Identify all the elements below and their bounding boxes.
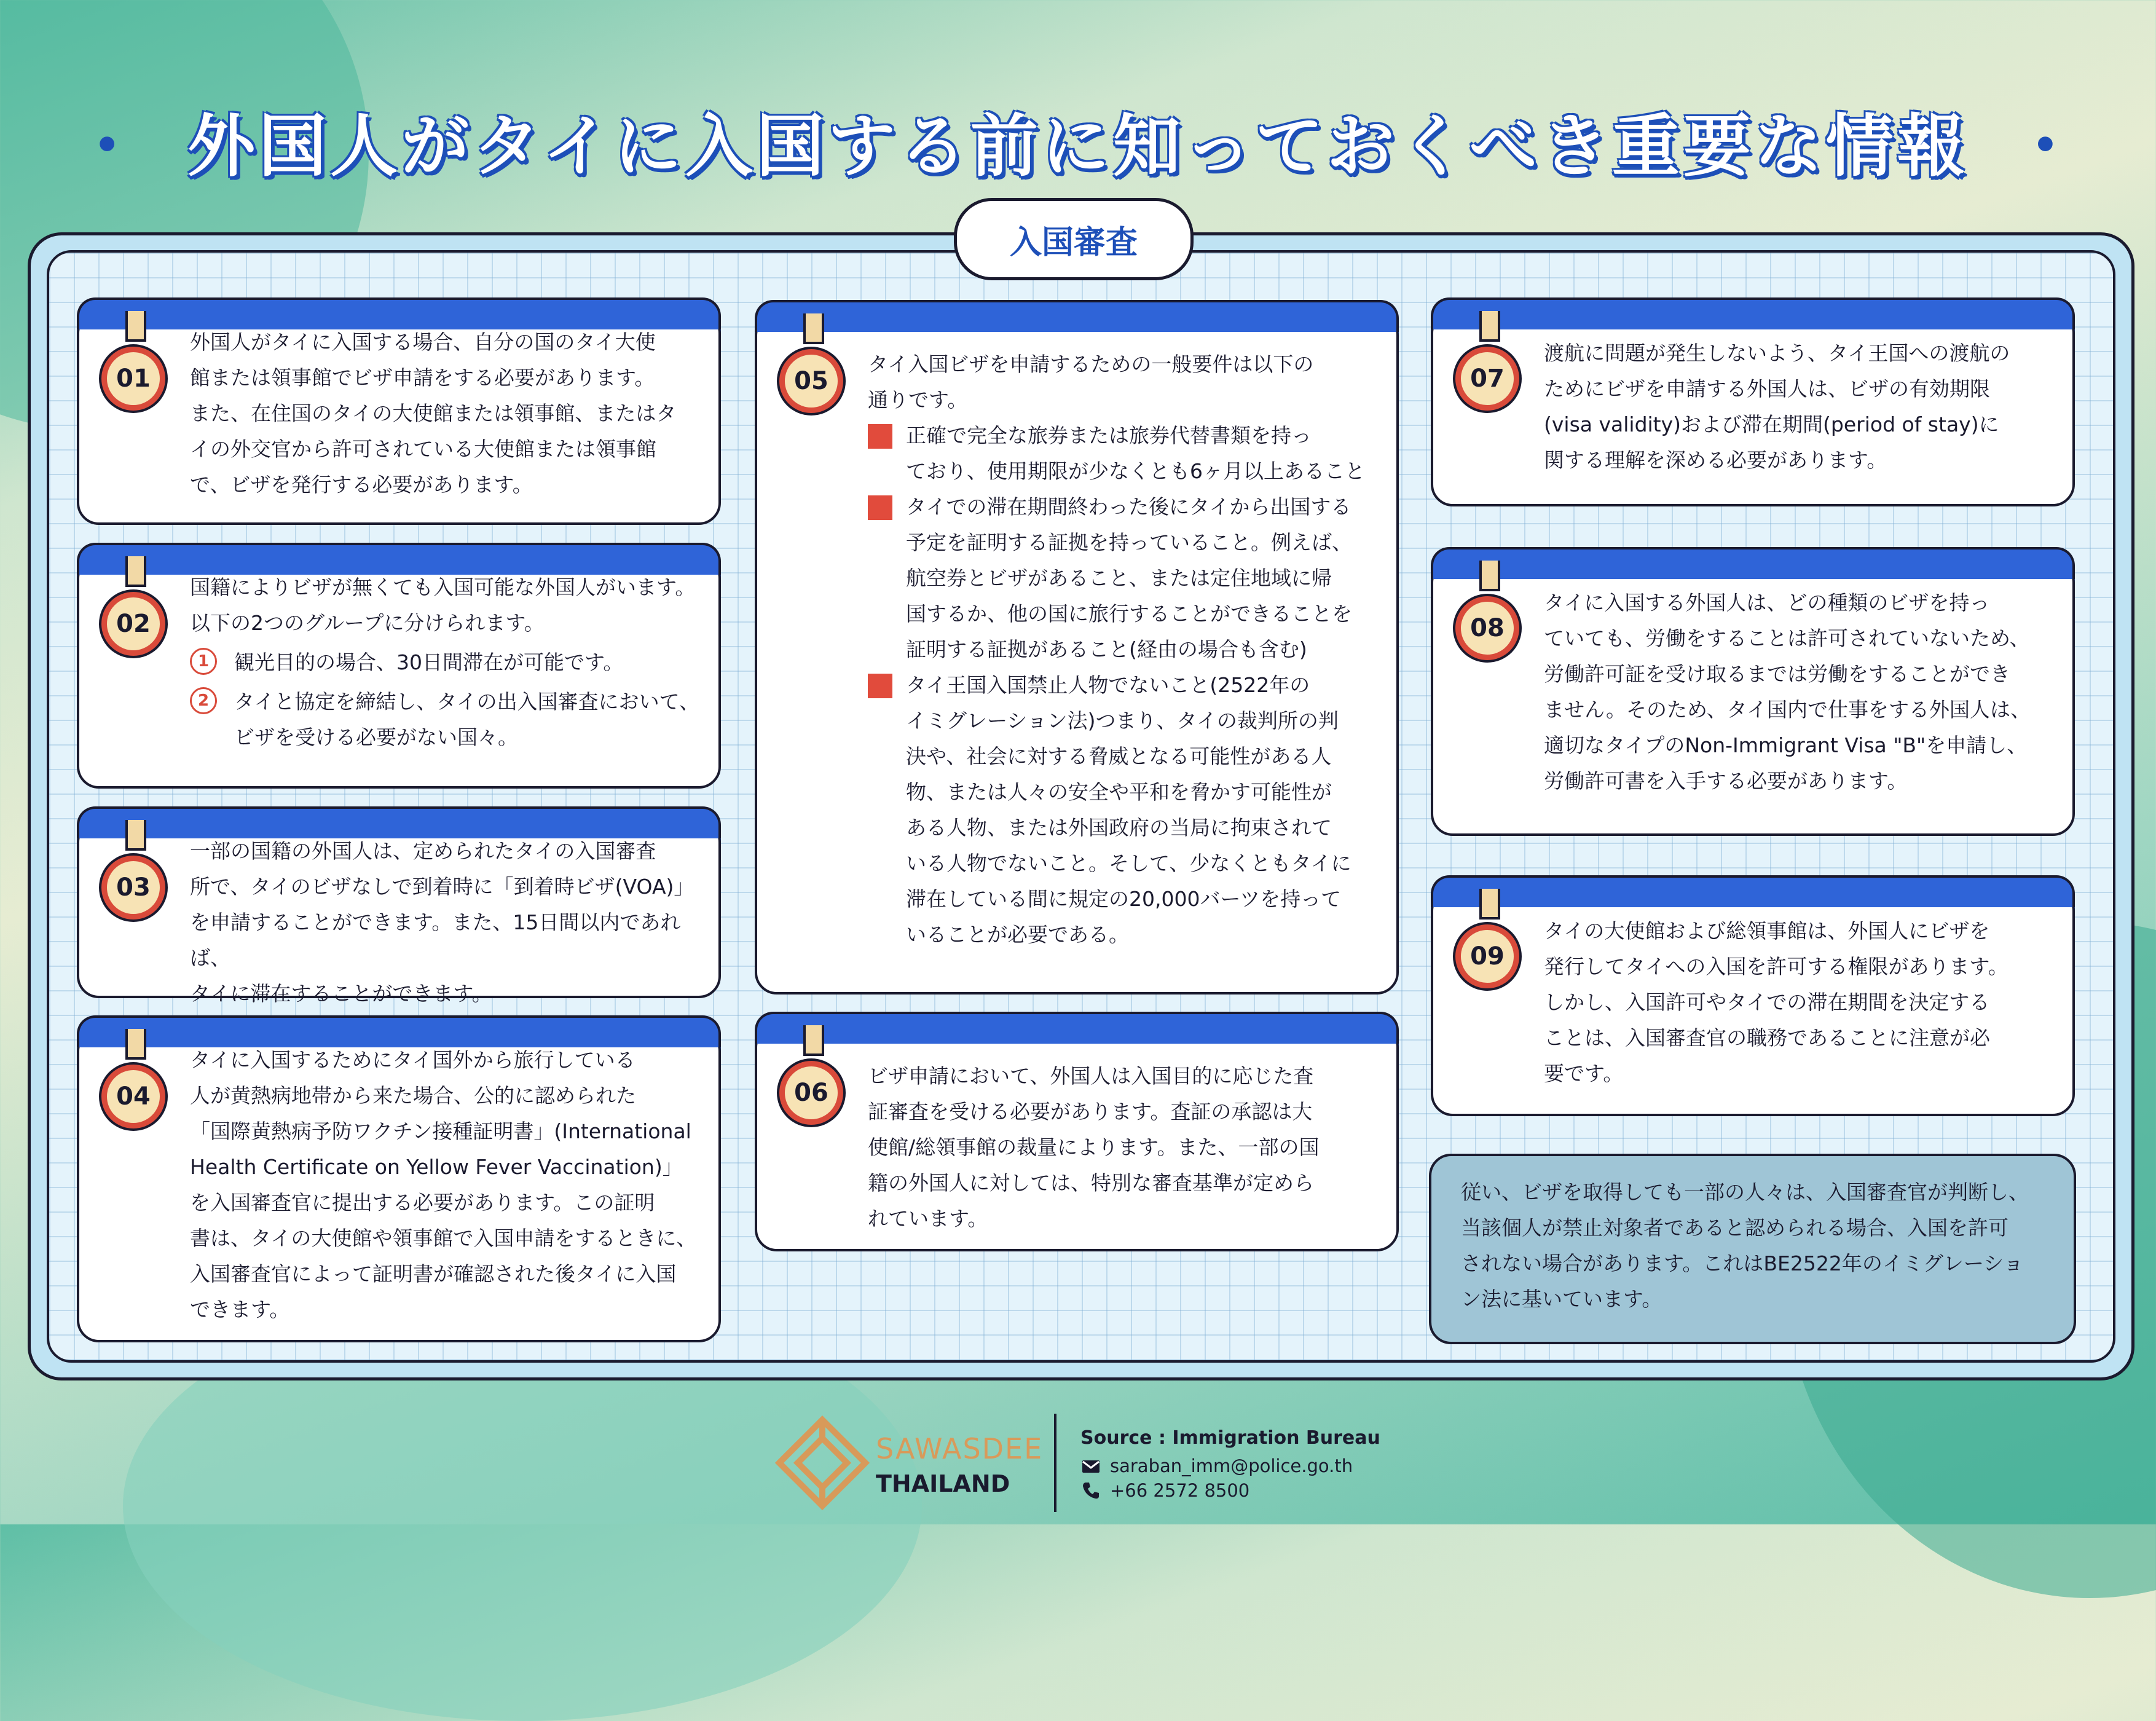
bullet-text-line: ており、使用期限が少なくとも6ヶ月以上あること bbox=[906, 459, 1365, 483]
card-body bbox=[190, 833, 705, 1012]
badge-ribbon bbox=[125, 556, 146, 587]
bullet-text-line: イミグレーション法)つまり、タイの裁判所の判 bbox=[906, 709, 1339, 733]
info-card-01 bbox=[77, 311, 721, 525]
card-number-badge: 06 bbox=[779, 1061, 843, 1125]
bullet-text-line: 予定を証明する証拠を持っていること。例えば、 bbox=[906, 530, 1352, 554]
card-text-line: で、ビザを発行する必要があります。 bbox=[190, 473, 533, 497]
numbered-item bbox=[190, 684, 705, 755]
badge-ribbon bbox=[125, 820, 146, 851]
card-body bbox=[190, 570, 705, 755]
bullet-text-line: 物、または人々の安全や平和を脅かす可能性が bbox=[906, 780, 1332, 804]
item-text-line: タイと協定を締結し、タイの出入国審査において、 bbox=[234, 690, 700, 714]
card-text-line: タイに入国するためにタイ国外から旅行している bbox=[190, 1048, 635, 1072]
legal-note-text bbox=[1461, 1175, 2049, 1317]
bullet-text-line: 証明する証拠があること(経由の場合も含む) bbox=[906, 637, 1307, 661]
email-text: saraban_imm@police.go.th bbox=[1110, 1455, 1353, 1476]
requirement-bullet bbox=[868, 668, 1383, 953]
card-text-line: ためにビザを申請する外国人は、ビザの有効期限 bbox=[1544, 377, 1990, 401]
note-line: 従い、ビザを取得しても一部の人々は、入国審査官が判断し、 bbox=[1461, 1180, 2029, 1204]
bullet-text-line: ある人物、または外国政府の当局に拘束されて bbox=[906, 816, 1332, 840]
card-text-line: れています。 bbox=[868, 1207, 988, 1231]
card-text-line: 労働許可書を入手する必要があります。 bbox=[1544, 769, 1908, 793]
card-body bbox=[1544, 336, 2059, 478]
card-text-line: 国籍によりビザが無くても入国可能な外国人がいます。 bbox=[190, 575, 696, 599]
brand-name-line1: SAWASDEE bbox=[876, 1432, 1044, 1465]
bullet-text-line: 国するか、他の国に旅行することができることを bbox=[906, 602, 1352, 626]
card-body bbox=[1544, 585, 2059, 799]
badge-ribbon bbox=[125, 311, 146, 342]
card-text-line: 使館/総領事館の裁量によります。また、一部の国 bbox=[868, 1135, 1320, 1159]
card-text-line: また、在住国のタイの大使館または領事館、またはタ bbox=[190, 401, 677, 425]
phone-icon bbox=[1080, 1480, 1101, 1501]
item-text-line: ビザを受ける必要がない国々。 bbox=[234, 725, 518, 749]
bullet-square-icon bbox=[868, 495, 892, 520]
card-text-line: ません。そのため、タイ国内で仕事をする外国人は、 bbox=[1544, 698, 2031, 722]
info-card-03 bbox=[77, 820, 721, 1006]
numbered-item bbox=[190, 645, 705, 680]
item-text bbox=[234, 645, 623, 680]
title-dot-right: ・ bbox=[2011, 107, 2083, 186]
card-text-line: しかし、入国許可やタイでの滞在期間を決定する bbox=[1544, 990, 1990, 1014]
brand-name-line2: THAILAND bbox=[876, 1470, 1010, 1497]
bullet-text-line: 決や、社会に対する脅威となる可能性がある人 bbox=[906, 744, 1332, 768]
bullet-text bbox=[906, 489, 1352, 668]
card-text-line: 一部の国籍の外国人は、定められたタイの入国審査 bbox=[190, 839, 656, 863]
card-text-line: タイ入国ビザを申請するための一般要件は以下の bbox=[868, 352, 1314, 376]
card-number-badge: 08 bbox=[1455, 596, 1519, 660]
card-number-badge: 04 bbox=[101, 1065, 165, 1128]
contact-email bbox=[1080, 1455, 1353, 1476]
bullet-text-line: いる人物でないこと。そして、少なくともタイに bbox=[906, 851, 1351, 875]
card-number-badge: 09 bbox=[1455, 924, 1519, 988]
card-text-line: 労働許可証を受け取るまでは労働をすることができ bbox=[1544, 662, 2010, 686]
bullet-text-line: タイ王国入国禁止人物でないこと(2522年の bbox=[906, 673, 1310, 697]
card-number-badge: 05 bbox=[779, 349, 843, 413]
badge-ribbon bbox=[125, 1029, 146, 1060]
card-body bbox=[1544, 913, 2059, 1092]
card-text-line: 籍の外国人に対しては、特別な審査基準が定めら bbox=[868, 1171, 1314, 1195]
card-text-line: 要です。 bbox=[1544, 1061, 1624, 1085]
legal-note bbox=[1429, 1154, 2076, 1344]
bullet-square-icon bbox=[868, 674, 892, 698]
card-text-line: を入国審査官に提出する必要があります。この証明 bbox=[190, 1191, 655, 1215]
badge-ribbon bbox=[803, 1025, 824, 1056]
card-text-line: ていても、労働をすることは許可されていないため、 bbox=[1544, 626, 2030, 650]
card-text-line: 所で、タイのビザなしで到着時に「到着時ビザ(VOA)」 bbox=[190, 875, 694, 899]
info-card-08 bbox=[1431, 561, 2075, 836]
card-text-line: タイに滞在することができます。 bbox=[190, 982, 492, 1006]
page-title bbox=[0, 92, 2156, 189]
card-body bbox=[868, 1058, 1383, 1237]
requirement-bullet bbox=[868, 418, 1383, 489]
card-text-line: ことは、入国審査官の職務であることに注意が必 bbox=[1544, 1026, 1990, 1050]
card-number-badge: 07 bbox=[1455, 347, 1519, 411]
badge-ribbon bbox=[1479, 311, 1500, 342]
card-text-line: 発行してタイへの入国を許可する権限があります。 bbox=[1544, 955, 2008, 979]
sawasdee-logo bbox=[773, 1414, 871, 1512]
item-number-icon: 1 bbox=[190, 648, 217, 675]
card-text-line: Health Certificate on Yellow Fever Vaccination)」 bbox=[190, 1155, 683, 1179]
bullet-text-line: 航空券とビザがあること、または定住地域に帰 bbox=[906, 566, 1332, 590]
badge-ribbon bbox=[803, 313, 824, 344]
badge-ribbon bbox=[1479, 561, 1500, 591]
card-text-line: 書は、タイの大使館や領事館で入国申請をするときに、 bbox=[190, 1226, 697, 1250]
item-text bbox=[234, 684, 699, 755]
card-text-line: を申請することができます。また、15日間以内であれば、 bbox=[190, 910, 681, 970]
info-card-04 bbox=[77, 1029, 721, 1342]
bullet-text bbox=[906, 418, 1365, 489]
card-text-line: 館または領事館でビザ申請をする必要があります。 bbox=[190, 366, 655, 390]
card-text-line: 以下の2つのグループに分けられます。 bbox=[190, 611, 545, 635]
footer-divider bbox=[1054, 1414, 1056, 1512]
item-text-line: 観光目的の場合、30日間滞在が可能です。 bbox=[234, 650, 624, 674]
card-text-line: ビザ申請において、外国人は入国目的に応じた査 bbox=[868, 1064, 1314, 1088]
phone-text: +66 2572 8500 bbox=[1110, 1480, 1250, 1501]
info-card-06 bbox=[755, 1025, 1399, 1251]
bullet-square-icon bbox=[868, 424, 892, 449]
bullet-text-line: 滞在している間に規定の20,000バーツを持って bbox=[906, 887, 1342, 911]
card-number-badge: 03 bbox=[101, 856, 165, 920]
info-card-09 bbox=[1431, 889, 2075, 1116]
info-card-07 bbox=[1431, 311, 2075, 506]
bullet-text bbox=[906, 668, 1351, 953]
card-number-badge: 01 bbox=[101, 347, 165, 411]
info-card-02 bbox=[77, 556, 721, 789]
badge-ribbon bbox=[1479, 889, 1500, 920]
bullet-text-line: タイでの滞在期間終わった後にタイから出国する bbox=[906, 495, 1351, 519]
card-text-line: 人が黄熱病地帯から来た場合、公的に認められた bbox=[190, 1084, 636, 1108]
note-line: ン法に基いています。 bbox=[1461, 1287, 1662, 1311]
card-body bbox=[190, 1042, 705, 1328]
card-text-line: 渡航に問題が発生しないよう、タイ王国への渡航の bbox=[1544, 341, 2010, 365]
mail-icon bbox=[1080, 1455, 1101, 1476]
card-text-line: 証審査を受ける必要があります。査証の承認は大 bbox=[868, 1100, 1313, 1124]
card-text-line: (visa validity)および滞在期間(period of stay)に bbox=[1544, 412, 1999, 436]
card-text-line: 関する理解を深める必要があります。 bbox=[1544, 448, 1887, 472]
title-dot-left: ・ bbox=[73, 107, 145, 186]
section-label: 入国審査 bbox=[954, 198, 1194, 280]
requirement-bullet bbox=[868, 489, 1383, 668]
card-text-line: 通りです。 bbox=[868, 388, 968, 412]
card-text-line: 外国人がタイに入国する場合、自分の国のタイ大使 bbox=[190, 330, 656, 354]
card-text-line: 「国際黄熱病予防ワクチン接種証明書」(International bbox=[190, 1119, 691, 1143]
item-number-icon: 2 bbox=[190, 687, 217, 714]
card-body bbox=[868, 347, 1383, 953]
card-number-badge: 02 bbox=[101, 592, 165, 656]
note-line: されない場合があります。これはBE2522年のイミグレーショ bbox=[1461, 1251, 2024, 1275]
source-credit: Source : Immigration Bureau bbox=[1080, 1427, 1380, 1449]
contact-phone bbox=[1080, 1480, 1249, 1501]
info-card-05 bbox=[755, 313, 1399, 994]
bullet-text-line: 正確で完全な旅券または旅券代替書類を持っ bbox=[906, 423, 1312, 447]
card-text-line: 適切なタイプのNon-Immigrant Visa "B"を申請し、 bbox=[1544, 733, 2028, 757]
card-text-line: タイに入国する外国人は、どの種類のビザを持っ bbox=[1544, 591, 1990, 615]
note-line: 当該個人が禁止対象者であると認められる場合、入国を許可 bbox=[1461, 1216, 2008, 1240]
bullet-text-line: いることが必要である。 bbox=[906, 923, 1129, 947]
page-title-text: 外国人がタイに入国する前に知っておくべき重要な情報 bbox=[187, 107, 1969, 186]
card-text-line: できます。 bbox=[190, 1298, 290, 1321]
card-text-line: タイの大使館および総領事館は、外国人にビザを bbox=[1544, 919, 1990, 943]
card-text-line: イの外交官から許可されている大使館または領事館 bbox=[190, 437, 656, 461]
card-body bbox=[190, 325, 705, 503]
card-text-line: 入国審査官によって証明書が確認された後タイに入国 bbox=[190, 1262, 677, 1286]
